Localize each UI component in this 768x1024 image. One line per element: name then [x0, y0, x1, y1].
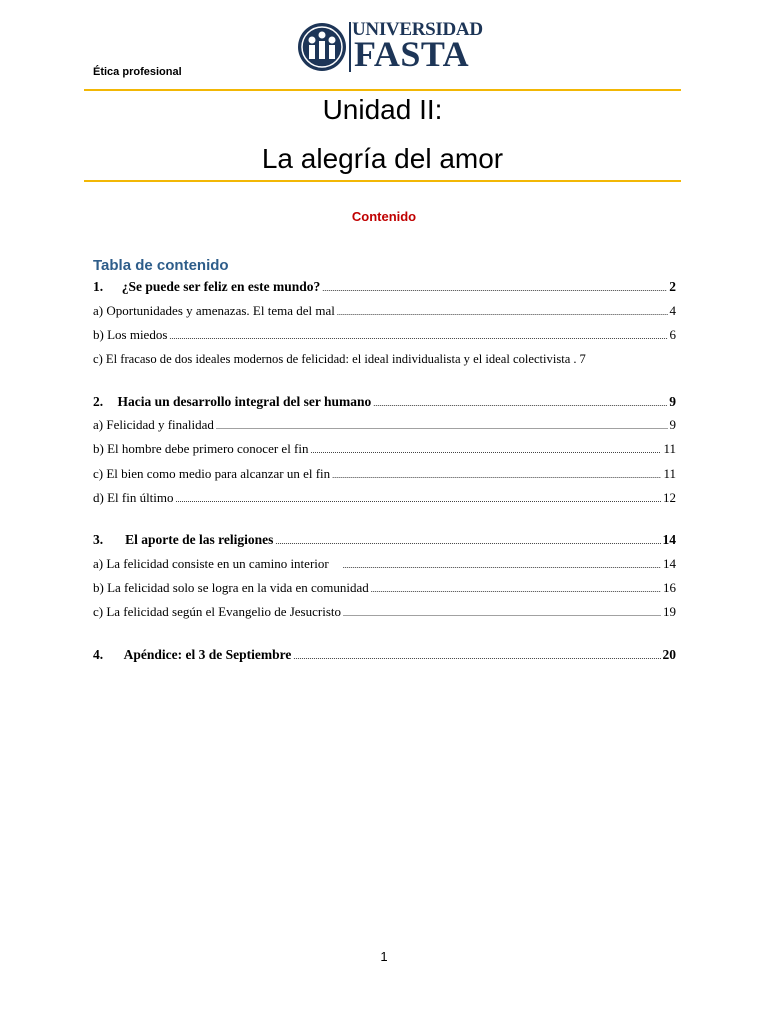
- toc-entry-title: Hacia un desarrollo integral del ser humano: [117, 394, 372, 409]
- toc-leader-dots: .: [573, 352, 577, 366]
- toc-entry[interactable]: [93, 392, 676, 412]
- toc-entry[interactable]: [93, 415, 676, 435]
- toc-entry-title: ¿Se puede ser feliz en este mundo?: [121, 279, 321, 294]
- toc-entry[interactable]: [93, 554, 676, 574]
- toc-leader-dots: [343, 602, 661, 622]
- toc-leader-dots: [275, 530, 660, 550]
- toc-leader-dots: [216, 415, 668, 435]
- toc-leader-dots: [169, 325, 667, 345]
- toc-entry[interactable]: [93, 530, 676, 550]
- toc-entry-page: 9: [669, 417, 676, 432]
- toc-entry-page: 16: [663, 580, 676, 595]
- toc-entry-title: Apéndice: el 3 de Septiembre: [123, 647, 292, 662]
- toc-entry-title: a) Oportunidades y amenazas. El tema del mal: [93, 303, 335, 318]
- title-bottom-rule: [84, 180, 681, 182]
- toc-entry[interactable]: [93, 602, 676, 622]
- toc-entry-number: 2.: [93, 394, 104, 409]
- logo-text-universidad: UNIVERSIDAD: [352, 19, 483, 40]
- toc-leader-dots: [176, 488, 661, 508]
- toc-entry-title: a) Felicidad y finalidad: [93, 417, 214, 432]
- toc-entry-number: 1.: [93, 279, 104, 294]
- toc-entry-page: 20: [662, 647, 676, 662]
- toc-entry[interactable]: [93, 325, 676, 345]
- toc-entry-page: 14: [663, 556, 676, 571]
- unit-subtitle: La alegría del amor: [261, 143, 504, 174]
- toc-entry-page: 11: [663, 441, 676, 456]
- toc-leader-dots: [371, 578, 661, 598]
- toc-entry[interactable]: [93, 645, 676, 665]
- toc-entry-number: 3.: [93, 532, 104, 547]
- toc-entry-page: 12: [663, 490, 676, 505]
- toc-entry-page: 6: [669, 327, 676, 342]
- toc-leader-dots: [293, 645, 660, 665]
- toc-leader-dots: [337, 301, 668, 321]
- toc-leader-dots: [311, 439, 662, 459]
- shield-logo-icon: [296, 21, 348, 73]
- toc-leader-dots: [322, 277, 667, 297]
- title-top-rule: [84, 89, 681, 91]
- toc-entry-page: 7: [579, 352, 586, 366]
- toc-entry-title: c) El bien como medio para alcanzar un el fin: [93, 466, 331, 481]
- toc-entry-title: b) Los miedos: [93, 327, 168, 342]
- toc-entry-page: 11: [663, 466, 676, 481]
- university-logo: [296, 18, 483, 74]
- toc-entry[interactable]: [93, 464, 676, 484]
- toc-entry[interactable]: [93, 301, 676, 321]
- toc-entry[interactable]: [93, 578, 676, 598]
- toc-entry-page: 9: [669, 394, 676, 409]
- toc-entry-title: c) El fracaso de dos ideales modernos de felicidad: el ideal individualista y el ideal colectivista: [93, 352, 571, 366]
- toc-entry-page: 19: [663, 604, 676, 619]
- toc-entry[interactable]: [93, 439, 676, 459]
- toc-entry-title: b) El hombre debe primero conocer el fin: [93, 441, 309, 456]
- toc-entry-page: 14: [662, 532, 676, 547]
- page-number: 1: [380, 949, 388, 964]
- toc-entry-number: 4.: [93, 647, 104, 662]
- toc-leader-dots: [373, 392, 667, 412]
- toc-entry-title: c) La felicidad según el Evangelio de Jesucristo: [93, 604, 341, 619]
- toc-entry-title: a) La felicidad consiste en un camino interior: [93, 556, 329, 571]
- toc-entry-title: d) El fin último: [93, 490, 174, 505]
- toc-entry-page: 4: [669, 303, 676, 318]
- toc-entry[interactable]: [93, 277, 676, 297]
- course-name: Ética profesional: [93, 66, 182, 78]
- toc-entry-title: b) La felicidad solo se logra en la vida en comunidad: [93, 580, 369, 595]
- logo-divider: [349, 22, 351, 72]
- toc-entry-page: 2: [669, 279, 676, 294]
- toc-leader-dots: [332, 464, 661, 484]
- toc-entry[interactable]: [93, 488, 676, 508]
- toc-heading: Tabla de contenido: [93, 257, 229, 274]
- toc-leader-dots: [343, 554, 661, 574]
- toc-entry-title: El aporte de las religiones: [125, 532, 274, 547]
- toc-entry[interactable]: [93, 349, 676, 369]
- contenido-label: Contenido: [351, 209, 417, 224]
- unit-title: Unidad II:: [322, 94, 443, 125]
- logo-text-fasta: FASTA: [354, 34, 470, 74]
